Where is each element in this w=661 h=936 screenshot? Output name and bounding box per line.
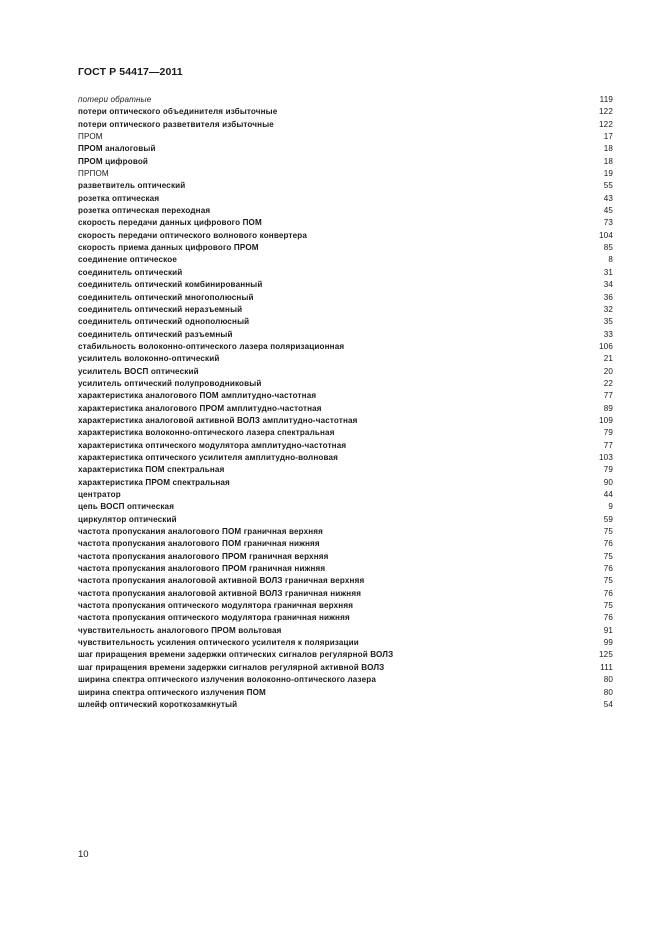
index-page-ref: 79 — [603, 428, 613, 438]
index-entry — [78, 131, 613, 143]
index-page-ref: 85 — [603, 243, 613, 253]
index-entry — [78, 625, 613, 637]
index-page-ref: 59 — [603, 514, 613, 524]
index-term: стабильность волоконно-оптического лазера поляризационная — [78, 341, 345, 351]
index-entry — [78, 267, 613, 279]
document-header: ГОСТ Р 54417—2011 — [78, 66, 183, 78]
page-number: 10 — [78, 849, 89, 860]
index-term: усилитель оптический полупроводниковый — [78, 378, 262, 388]
index-page-ref: 35 — [603, 317, 613, 327]
index-page-ref: 43 — [603, 193, 613, 203]
index-entry — [78, 156, 613, 168]
index-term: усилитель ВОСП оптический — [78, 366, 199, 376]
index-term: разветвитель оптический — [78, 181, 186, 191]
index-entry — [78, 415, 613, 427]
index-term: розетка оптическая — [78, 193, 160, 203]
index-page-ref: 80 — [603, 675, 613, 685]
index-term: шаг приращения времени задержки сигналов регулярной активной ВОЛЗ — [78, 662, 385, 672]
index-entry — [78, 440, 613, 452]
index-entry — [78, 662, 613, 674]
index-term: шаг приращения времени задержки оптических сигналов регулярной ВОЛЗ — [78, 650, 394, 660]
index-entry — [78, 489, 613, 501]
index-page-ref: 106 — [599, 341, 613, 351]
index-page-ref: 77 — [603, 391, 613, 401]
index-term: ширина спектра оптического излучения волоконно-оптического лазера — [78, 675, 377, 685]
index-entry — [78, 637, 613, 649]
index-entry — [78, 378, 613, 390]
index-term: соединитель оптический комбинированный — [78, 280, 263, 290]
index-term: характеристика оптического модулятора амплитудно-частотная — [78, 440, 347, 450]
index-entry — [78, 168, 613, 180]
index-page-ref: 75 — [603, 551, 613, 561]
index-term: цепь ВОСП оптическая — [78, 502, 175, 512]
index-page-ref: 73 — [603, 218, 613, 228]
index-entry — [78, 477, 613, 489]
index-page-ref: 76 — [603, 613, 613, 623]
index-term: характеристика аналогового ПОМ амплитудно-частотная — [78, 391, 317, 401]
index-term: шлейф оптический короткозамкнутый — [78, 699, 238, 709]
index-term: частота пропускания аналоговой активной ВОЛЗ граничная верхняя — [78, 576, 365, 586]
index-term: частота пропускания аналогового ПРОМ граничная нижняя — [78, 564, 326, 574]
index-entry — [78, 353, 613, 365]
index-page-ref: 125 — [599, 650, 613, 660]
index-entry — [78, 230, 613, 242]
index-page-ref: 109 — [599, 415, 613, 425]
index-entry — [78, 551, 613, 563]
index-term: чувствительность усиления оптического усилителя к поляризации — [78, 638, 359, 648]
index-entry — [78, 600, 613, 612]
index-entry — [78, 699, 613, 711]
index-page-ref: 32 — [603, 304, 613, 314]
index-page-ref: 75 — [603, 576, 613, 586]
index-term: усилитель волоконно-оптический — [78, 354, 220, 364]
index-entry — [78, 254, 613, 266]
index-page-ref: 80 — [603, 687, 613, 697]
index-page-ref: 20 — [603, 366, 613, 376]
index-term: частота пропускания аналогового ПРОМ граничная верхняя — [78, 551, 329, 561]
index-page-ref: 122 — [599, 119, 613, 129]
index-page-ref: 18 — [603, 156, 613, 166]
index-term: характеристика оптического усилителя амплитудно-волновая — [78, 452, 339, 462]
index-page-ref: 19 — [603, 169, 613, 179]
index-entry — [78, 304, 613, 316]
index-entry — [78, 427, 613, 439]
index-page-ref: 9 — [608, 502, 613, 512]
index-page-ref: 33 — [603, 329, 613, 339]
index-page-ref: 31 — [603, 267, 613, 277]
index-page-ref: 79 — [603, 465, 613, 475]
index-entry — [78, 94, 613, 106]
index-term: характеристика ПРОМ спектральная — [78, 477, 230, 487]
index-page-ref: 21 — [603, 354, 613, 364]
index-page-ref: 75 — [603, 601, 613, 611]
index-page-ref: 76 — [603, 588, 613, 598]
index-entry — [78, 452, 613, 464]
index-term: соединитель оптический — [78, 267, 183, 277]
index-entry — [78, 526, 613, 538]
index-term: частота пропускания аналоговой активной ВОЛЗ граничная нижняя — [78, 588, 362, 598]
index-entry — [78, 538, 613, 550]
index-term: характеристика ПОМ спектральная — [78, 465, 225, 475]
index-page-ref: 111 — [600, 662, 613, 672]
index-entry — [78, 403, 613, 415]
index-entry — [78, 390, 613, 402]
index-page-ref: 104 — [599, 230, 613, 240]
index-entry — [78, 674, 613, 686]
index-entry — [78, 575, 613, 587]
index-term: чувствительность аналогового ПРОМ вольтовая — [78, 625, 282, 635]
index-entry — [78, 205, 613, 217]
index-term: циркулятор оптический — [78, 514, 177, 524]
index-term: частота пропускания аналогового ПОМ граничная верхняя — [78, 527, 324, 537]
index-page-ref: 75 — [603, 527, 613, 537]
index-entry — [78, 464, 613, 476]
index-term: розетка оптическая переходная — [78, 206, 211, 216]
index-term: скорость приема данных цифрового ПРОМ — [78, 243, 259, 253]
index-term: соединитель оптический разъемный — [78, 329, 233, 339]
index-term: характеристика волоконно-оптического лазера спектральная — [78, 428, 335, 438]
index-entry — [78, 316, 613, 328]
index-term: соединитель оптический многополюсный — [78, 292, 254, 302]
index-term: ПРОМ — [78, 132, 103, 142]
index-page-ref: 45 — [603, 206, 613, 216]
index-page-ref: 34 — [603, 280, 613, 290]
index-page-ref: 54 — [603, 699, 613, 709]
index-term: потери оптического объединителя избыточные — [78, 107, 278, 117]
index-term: соединитель оптический неразъемный — [78, 304, 243, 314]
index-term: центратор — [78, 490, 121, 499]
index-entry — [78, 119, 613, 131]
index-term: частота пропускания оптического модулятора граничная верхняя — [78, 601, 354, 611]
index-entry — [78, 649, 613, 661]
index-entry — [78, 612, 613, 624]
index-term: соединитель оптический однополюсный — [78, 317, 250, 327]
index-page-ref: 103 — [599, 452, 613, 462]
index-entry — [78, 514, 613, 526]
index-entry — [78, 143, 613, 155]
index-page-ref: 122 — [599, 107, 613, 117]
index-page-ref: 89 — [603, 403, 613, 413]
index-entry — [78, 292, 613, 304]
index-entry — [78, 588, 613, 600]
index-term: потери оптического разветвителя избыточные — [78, 119, 274, 129]
index-page-ref: 8 — [608, 255, 613, 265]
index-term: ПРОМ цифровой — [78, 156, 149, 166]
index-entry — [78, 329, 613, 341]
term-index-list — [78, 94, 613, 711]
index-page-ref: 99 — [603, 638, 613, 648]
index-page-ref: 76 — [603, 539, 613, 549]
index-term: ПРОМ аналоговый — [78, 144, 156, 154]
index-entry — [78, 341, 613, 353]
index-page-ref: 77 — [603, 440, 613, 450]
index-entry — [78, 242, 613, 254]
index-page-ref: 76 — [603, 564, 613, 574]
index-page-ref: 17 — [603, 132, 613, 142]
index-entry — [78, 501, 613, 513]
index-entry — [78, 279, 613, 291]
index-term: характеристика аналоговой активной ВОЛЗ амплитудно-частотная — [78, 415, 358, 425]
index-page-ref: 91 — [603, 625, 613, 635]
index-term: скорость передачи оптического волнового конвертера — [78, 230, 308, 240]
index-term: частота пропускания оптического модулятора граничная нижняя — [78, 613, 350, 623]
index-entry — [78, 217, 613, 229]
index-term: частота пропускания аналогового ПОМ граничная нижняя — [78, 539, 320, 549]
index-entry — [78, 180, 613, 192]
index-term: характеристика аналогового ПРОМ амплитудно-частотная — [78, 403, 322, 413]
index-term: ширина спектра оптического излучения ПОМ — [78, 687, 266, 697]
index-term: соединение оптическое — [78, 255, 177, 265]
index-entry — [78, 563, 613, 575]
index-entry — [78, 687, 613, 699]
index-term: ПРПОМ — [78, 169, 109, 179]
index-page-ref: 36 — [603, 292, 613, 302]
index-page-ref: 90 — [603, 477, 613, 487]
index-term: потери обратные — [78, 95, 152, 104]
index-page-ref: 119 — [599, 95, 613, 104]
index-page-ref: 18 — [603, 144, 613, 154]
index-page-ref: 55 — [603, 181, 613, 191]
index-entry — [78, 366, 613, 378]
index-page-ref: 22 — [603, 378, 613, 388]
index-page-ref: 44 — [603, 490, 613, 499]
index-entry — [78, 106, 613, 118]
index-entry — [78, 193, 613, 205]
index-term: скорость передачи данных цифрового ПОМ — [78, 218, 262, 228]
